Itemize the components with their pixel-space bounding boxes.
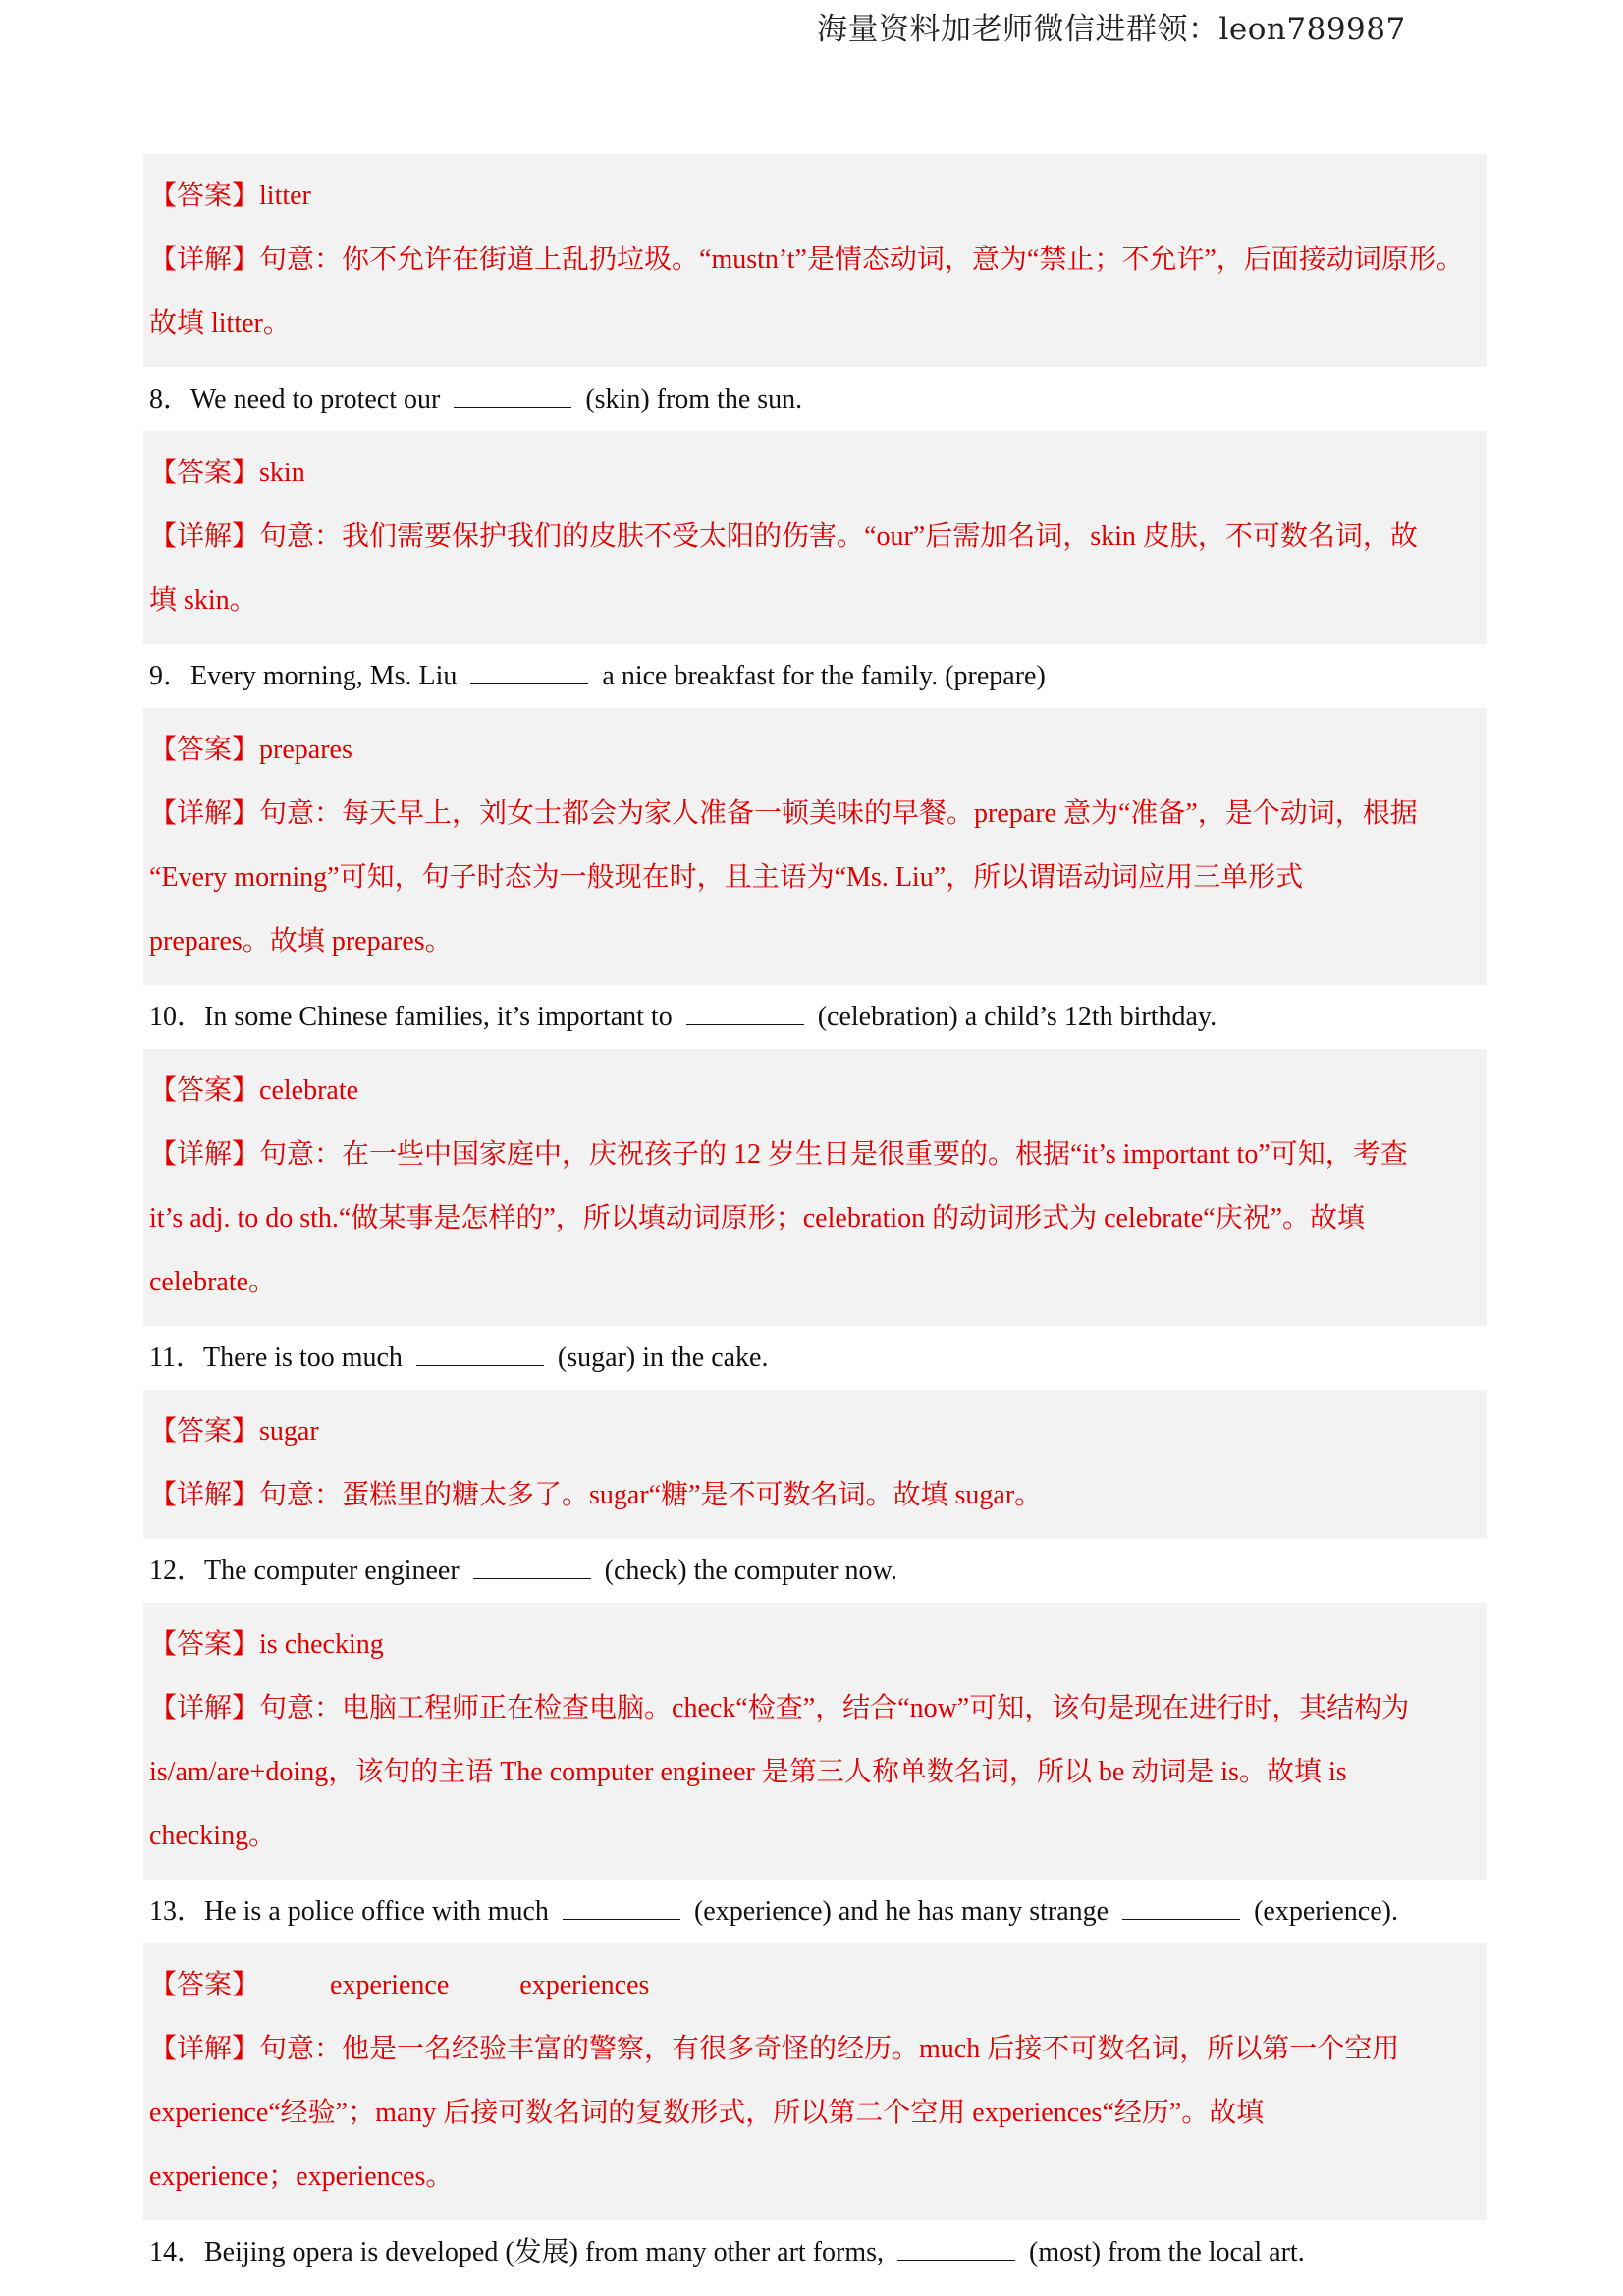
explain-text: 句意：他是一名经验丰富的警察，有很多奇怪的经历。much 后接不可数名词，所以第一个空用: [259, 2034, 1400, 2064]
answer-line: [149, 1399, 1481, 1463]
question-text: 10．In some Chinese families, it’s important to: [149, 1002, 673, 1032]
question-text: a nice breakfast for the family. (prepare): [602, 661, 1046, 691]
question-text: (skin) from the sun.: [585, 384, 803, 414]
question-text: 9．Every morning, Ms. Liu: [149, 661, 458, 691]
explain-line: prepares。故填 prepares。: [149, 926, 453, 957]
question-13: [143, 1880, 1487, 1943]
answer-line: [149, 164, 1481, 228]
answer-line: [149, 1613, 1481, 1676]
header-note: 海量资料加老师微信进群领：leon789987: [817, 12, 1406, 47]
answer-text: experience: [330, 1970, 450, 2000]
question-text: 8．We need to protect our: [149, 384, 441, 414]
answer-block-12: [143, 1603, 1487, 1880]
explain-line: [149, 505, 1481, 569]
explain-line: [149, 1122, 1481, 1186]
answer-line: [149, 1953, 1481, 2017]
answer-blank: [686, 1003, 804, 1025]
explain-line: experience；experiences。: [149, 2161, 454, 2192]
explain-text: 句意：我们需要保护我们的皮肤不受太阳的伤害。“our”后需加名词，skin 皮肤，不可数名词，故: [259, 521, 1418, 552]
answer-text: celebrate: [259, 1075, 359, 1106]
explain-text: 句意：每天早上，刘女士都会为家人准备一顿美味的早餐。prepare 意为“准备”，是个动词，根据: [259, 798, 1418, 829]
answer-text: skin: [259, 458, 305, 488]
explain-line: [149, 228, 1481, 292]
answer-block-9: [143, 708, 1487, 985]
explain-tag: 【详解】: [149, 798, 260, 829]
answer-blank: [1122, 1897, 1240, 1920]
answer-line: [149, 1059, 1481, 1122]
question-text: (most) from the local art.: [1029, 2237, 1305, 2268]
answer-text: sugar: [259, 1416, 319, 1447]
answer-tag: 【答案】: [149, 735, 260, 765]
question-14: [143, 2220, 1487, 2284]
explain-line: experience“经验”；many 后接可数名词的复数形式，所以第二个空用 experiences“经历”。故填: [149, 2098, 1265, 2128]
answer-block-7: [143, 154, 1487, 367]
explain-line: checking。: [149, 1821, 277, 1851]
question-12: [143, 1539, 1487, 1603]
question-text: (celebration) a child’s 12th birthday.: [817, 1002, 1217, 1032]
question-text: 14．Beijing opera is developed (发展) from many other art forms,: [149, 2237, 885, 2268]
question-text: (experience) and he has many strange: [693, 1896, 1109, 1927]
explain-tag: 【详解】: [149, 1693, 260, 1723]
explain-tag: 【详解】: [149, 1139, 260, 1170]
explain-text: 句意：在一些中国家庭中，庆祝孩子的 12 岁生日是很重要的。根据“it’s important to”可知，考查: [259, 1139, 1408, 1170]
exercise-content: [143, 154, 1487, 2284]
answer-text: litter: [259, 181, 311, 211]
question-9: [143, 644, 1487, 708]
explain-line: “Every morning”可知，句子时态为一般现在时，且主语为“Ms. Liu”，所以谓语动词应用三单形式: [149, 862, 1304, 893]
answer-text-2: experiences: [519, 1970, 650, 2000]
explain-text: 句意：你不允许在街道上乱扔垃圾。“mustn’t”是情态动词，意为“禁止；不允许”，后面接动词原形。: [259, 245, 1464, 275]
question-text: 12．The computer engineer: [149, 1556, 460, 1586]
explain-line: [149, 1676, 1481, 1740]
question-8: [143, 367, 1487, 431]
explain-tag: 【详解】: [149, 1480, 260, 1510]
explain-text: 句意：电脑工程师正在检查电脑。check“检查”，结合“now”可知，该句是现在进行时，其结构为: [259, 1693, 1410, 1723]
answer-blank: [454, 385, 571, 408]
explain-line: [149, 1463, 1481, 1527]
explain-line: 故填 litter。: [149, 308, 291, 339]
explain-line: is/am/are+doing，该句的主语 The computer engineer 是第三人称单数名词，所以 be 动词是 is。故填 is: [149, 1757, 1347, 1787]
explain-line: celebrate。: [149, 1267, 277, 1297]
answer-line: [149, 718, 1481, 782]
answer-tag: 【答案】: [149, 1629, 260, 1660]
answer-blank: [897, 2238, 1015, 2261]
question-text: 11．There is too much: [149, 1342, 403, 1373]
answer-blank: [416, 1343, 544, 1366]
explain-tag: 【详解】: [149, 245, 260, 275]
answer-tag: 【答案】: [149, 1970, 260, 2000]
answer-blank: [563, 1897, 680, 1920]
answer-block-10: [143, 1049, 1487, 1326]
answer-text: prepares: [259, 735, 352, 765]
explain-line: [149, 782, 1481, 846]
question-text: 13．He is a police office with much: [149, 1896, 549, 1927]
explain-tag: 【详解】: [149, 521, 260, 552]
answer-block-11: [143, 1390, 1487, 1539]
explain-line: 填 skin。: [149, 585, 257, 616]
answer-tag: 【答案】: [149, 458, 260, 488]
answer-text: is checking: [259, 1629, 384, 1660]
answer-tag: 【答案】: [149, 1075, 260, 1106]
question-text: (experience).: [1254, 1896, 1398, 1927]
answer-blank: [473, 1557, 591, 1579]
answer-line: [149, 441, 1481, 505]
explain-line: [149, 2017, 1481, 2081]
answer-blank: [470, 662, 588, 684]
explain-tag: 【详解】: [149, 2034, 260, 2064]
question-text: (check) the computer now.: [604, 1556, 897, 1586]
question-11: [143, 1326, 1487, 1390]
answer-block-8: [143, 431, 1487, 644]
question-text: (sugar) in the cake.: [557, 1342, 769, 1373]
answer-tag: 【答案】: [149, 1416, 260, 1447]
explain-line: it’s adj. to do sth.“做某事是怎样的”，所以填动词原形；celebration 的动词形式为 celebrate“庆祝”。故填: [149, 1203, 1366, 1233]
question-10: [143, 985, 1487, 1049]
answer-tag: 【答案】: [149, 181, 260, 211]
answer-block-13: [143, 1943, 1487, 2220]
explain-text: 句意：蛋糕里的糖太多了。sugar“糖”是不可数名词。故填 sugar。: [259, 1480, 1043, 1510]
